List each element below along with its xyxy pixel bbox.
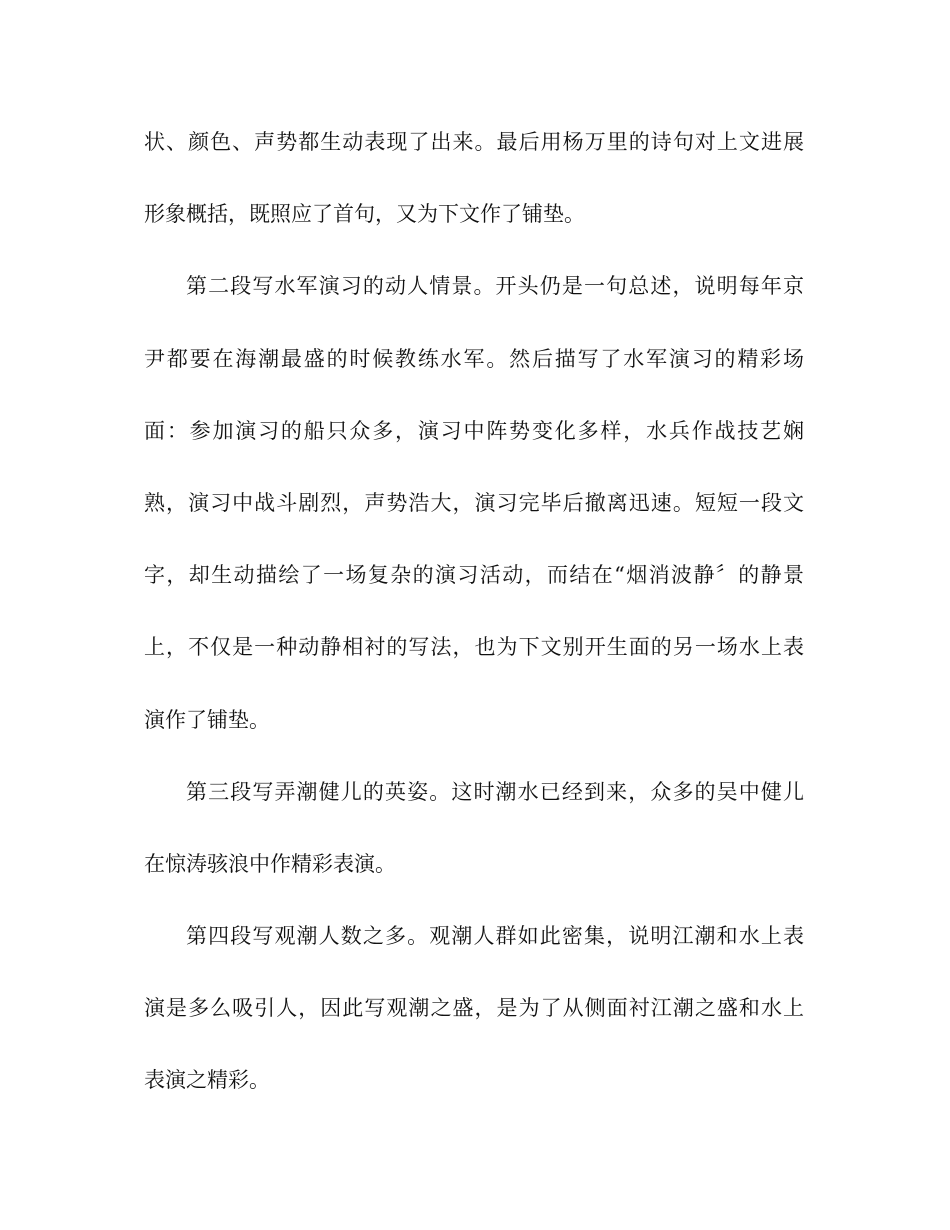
paragraph-start-line: 第四段写观潮人数之多。观潮人群如此密集，说明江潮和水上表 bbox=[186, 924, 804, 949]
text-line: 在惊涛骇浪中作精彩表演。 bbox=[144, 851, 396, 876]
document-body bbox=[144, 116, 804, 1127]
text-line: 演作了铺垫。 bbox=[144, 707, 270, 732]
text-line: 面：参加演习的船只众多，演习中阵势变化多样，水兵作战技艺娴 bbox=[144, 418, 804, 443]
text-line: 表演之精彩。 bbox=[144, 1068, 270, 1093]
paragraph-start-line: 第三段写弄潮健儿的英姿。这时潮水已经到来，众多的吴中健儿 bbox=[186, 779, 804, 804]
text-line: 状、颜色、声势都生动表现了出来。最后用杨万里的诗句对上文进展 bbox=[144, 130, 804, 154]
text-line: 熟，演习中战斗剧烈，声势浩大，演习完毕后撤离迅速。短短一段文 bbox=[144, 490, 804, 515]
text-line: 尹都要在海潮最盛的时候教练水军。然后描写了水军演习的精彩场 bbox=[144, 346, 804, 371]
text-line: 演是多么吸引人，因此写观潮之盛，是为了从侧面衬江潮之盛和水上 bbox=[144, 996, 804, 1021]
paragraph-start-line: 第二段写水军演习的动人情景。开头仍是一句总述，说明每年京 bbox=[186, 274, 804, 299]
text-line: 形象概括，既照应了首句，又为下文作了铺垫。 bbox=[144, 202, 585, 227]
text-line: 上，不仅是一种动静相衬的写法，也为下文别开生面的另一场水上表 bbox=[144, 635, 804, 660]
text-line: 字，却生动描绘了一场复杂的演习活动，而结在“烟消波静〞的静景 bbox=[144, 563, 804, 588]
